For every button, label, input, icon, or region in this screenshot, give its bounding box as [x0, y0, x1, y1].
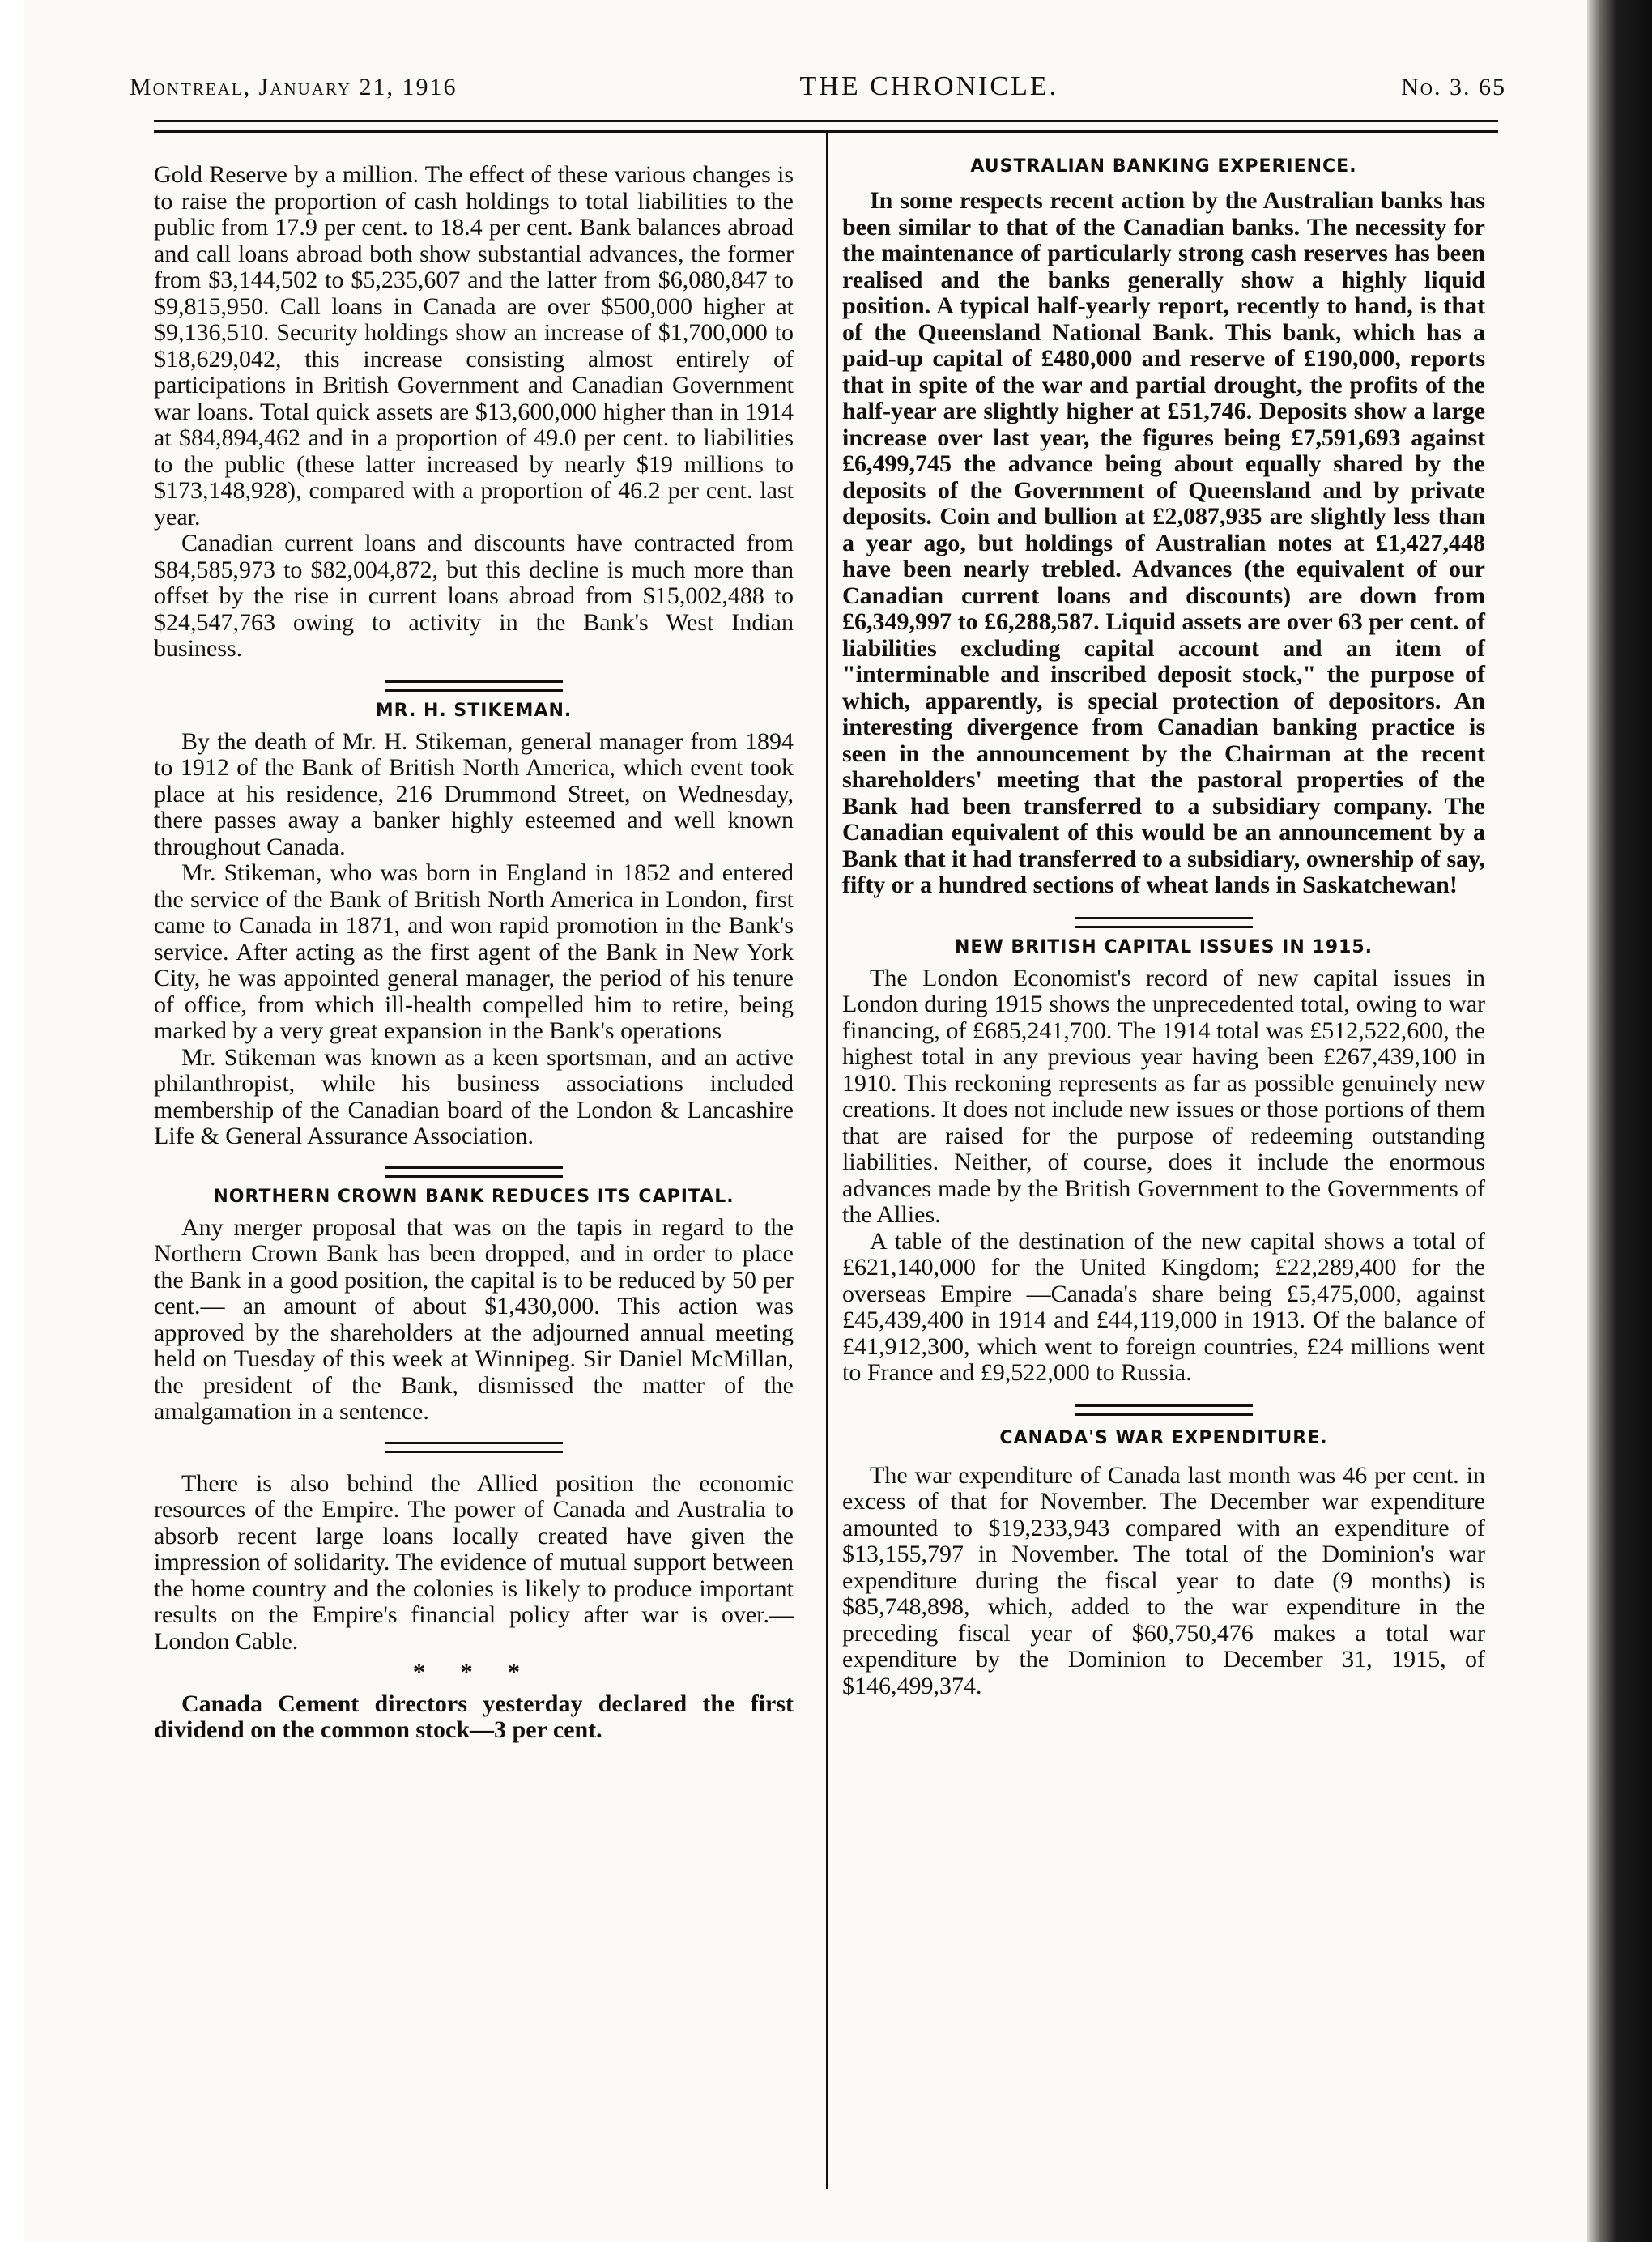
article-paragraph: Mr. Stikeman, who was born in England in 1852 and entered the service of the Bank of British North America in London, first came to Canada in 1871, and won rapid promotion in the Bank's service. After acting as the first agent of the Bank in New York City, he was appointed general manager, the period of his tenure of office, from which ill-health compelled him to retire, being marked by a very great expansion in the Bank's operations [154, 859, 794, 1044]
section-heading-australian: AUSTRALIAN BANKING EXPERIENCE. [970, 156, 1357, 177]
article-paragraph: By the death of Mr. H. Stikeman, general manager from 1894 to 1912 of the Bank of British North America, which event took place at his residence, 216 Drummond Street, on Wednesday, there passes away a banker highly esteemed and well known throughout Canada. [154, 727, 794, 860]
article-paragraph: Canada Cement directors yesterday declared the first dividend on the common stock—3 per cent. [154, 1690, 794, 1743]
header-title: THE CHRONICLE. [799, 71, 1059, 101]
page-header [130, 71, 1506, 112]
section-heading-stikeman: MR. H. STIKEMAN. [375, 700, 573, 721]
left-column [154, 162, 794, 1744]
section-heading-canada-war: CANADA'S WAR EXPENDITURE. [999, 1427, 1328, 1448]
article-paragraph: Any merger proposal that was on the tapis in regard to the Northern Crown Bank has been dropped, and in order to place the Bank in a good position, the capital is to be reduced by 50 per cent.— an amount of about $1,430,000. This action was approved by the shareholders at the adjourned annual meeting held on Tuesday of this week at Winnipeg. Sir Daniel McMillan, the president of the Bank, dismissed the matter of the amalgamation in a sentence. [154, 1213, 794, 1425]
section-separator [1075, 917, 1253, 928]
article-paragraph: Gold Reserve by a million. The effect of these various changes is to raise the proportion of cash holdings to total liabilities to the public from 17.9 per cent. to 18.4 per cent. Bank balances abroad and call loans abroad both show substantial advances, the former from $3,144,502 to $5,235,607 and the latter from $6,080,847 to $9,815,950. Call loans in Canada are over $500,000 higher at $9,136,510. Security holdings show an increase of $1,700,000 to $18,629,042, this increase consisting almost entirely of participations in British Government and Canadian Government war loans. Total quick assets are $13,600,000 higher than in 1914 at $84,894,462 and in a proportion of 49.0 per cent. to liabilities to the public (these latter increased by nearly $19 millions to $173,148,928), compared with a proportion of 46.2 per cent. last year. [154, 161, 794, 531]
article-paragraph: The war expenditure of Canada last month was 46 per cent. in excess of that for November. The December war expenditure amounted to $19,233,943 compared with an expenditure of $13,155,797 in November. The total of the Dominion's war expenditure during the fiscal year to date (9 months) is $85,748,898, which, added to the war expenditure in the preceding fiscal year of $60,750,476 makes a total war expenditure by the Dominion to December 31, 1915, of $146,499,374. [842, 1461, 1485, 1699]
section-separator [385, 680, 563, 692]
header-issue-page: No. 3. 65 [1401, 74, 1506, 100]
stars-divider: * * * [413, 1659, 534, 1686]
section-separator [385, 1166, 563, 1178]
article-paragraph: Canadian current loans and discounts have contracted from $84,585,973 to $82,004,872, but this decline is much more than offset by the rise in current loans abroad from $15,002,488 to $24,547,763 owing to activity in the Bank's West Indian business. [154, 530, 794, 662]
column-divider [826, 131, 828, 2189]
article-paragraph: Mr. Stikeman was known as a keen sportsman, and an active philanthropist, while his business associations included membership of the Canadian board of the London & Lancashire Life & General Assurance Association. [154, 1043, 794, 1149]
right-column [842, 154, 1485, 1699]
section-heading-british-capital: NEW BRITISH CAPITAL ISSUES IN 1915. [955, 936, 1373, 957]
article-paragraph: The London Economist's record of new capital issues in London during 1915 shows the unprecedented total, owing to war financing, of £685,241,700. The 1914 total was £512,522,600, the highest total in any previous year having been £267,439,100 in 1910. This reckoning represents as far as possible genuinely new creations. It does not include new issues or those portions of them that are raised for the purpose of redeeming outstanding liabilities. Neither, of course, does it include the enormous advances made by the British Government to the Governments of the Allies. [842, 964, 1485, 1228]
section-heading-northern-crown: NORTHERN CROWN BANK REDUCES ITS CAPITAL. [213, 1186, 734, 1207]
section-separator [1075, 1404, 1253, 1416]
header-dateline: Montreal, January 21, 1916 [130, 74, 458, 100]
book-spine-edge [1587, 0, 1652, 2242]
newspaper-page [24, 0, 1587, 2242]
article-paragraph: There is also behind the Allied position the economic resources of the Empire. The power of Canada and Australia to absorb recent large loans locally created have given the impression of solidarity. The evidence of mutual support between the home country and the colonies is likely to produce important results on the Empire's financial policy after war is over.—London Cable. [154, 1469, 794, 1655]
article-paragraph: In some respects recent action by the Australian banks has been similar to that of the Canadian banks. The necessity for the maintenance of particularly strong cash reserves has been realised and the banks generally show a highly liquid position. A typical half-yearly report, recently to hand, is that of the Queensland National Bank. This bank, which has a paid-up capital of £480,000 and reserve of £190,000, reports that in spite of the war and partial drought, the profits of the half-year are slightly higher at £51,746. Deposits show a large increase over last year, the figures being £7,591,693 against £6,499,745 the advance being about equally shared by the deposits of the Government of Queensland and by private deposits. Coin and bullion at £2,087,935 are slightly less than a year ago, but holdings of Australian notes at £1,427,448 have been nearly trebled. Advances (the equivalent of our Canadian current loans and discounts) are down from £6,349,997 to £6,288,587. Liquid assets are over 63 per cent. of liabilities excluding capital account and an item of "interminable and inscribed deposit stock," the purpose of which, apparently, is special protection of depositors. An interesting divergence from Canadian banking practice is seen in the announcement by the Chairman at the recent shareholders' meeting that the pastoral properties of the Bank had been transferred to a subsidiary company. The Canadian equivalent of this would be an announcement by a Bank that it had transferred to a subsidiary, ownership of say, fifty or a hundred sections of wheat lands in Saskatchewan! [842, 187, 1485, 898]
article-paragraph: A table of the destination of the new capital shows a total of £621,140,000 for the United Kingdom; £22,289,400 for the overseas Empire —Canada's share being £5,475,000, against £45,439,400 in 1914 and £44,119,000 in 1913. Of the balance of £41,912,300, which went to foreign countries, £24 millions went to France and £9,522,000 to Russia. [842, 1227, 1485, 1386]
section-separator [385, 1442, 563, 1453]
